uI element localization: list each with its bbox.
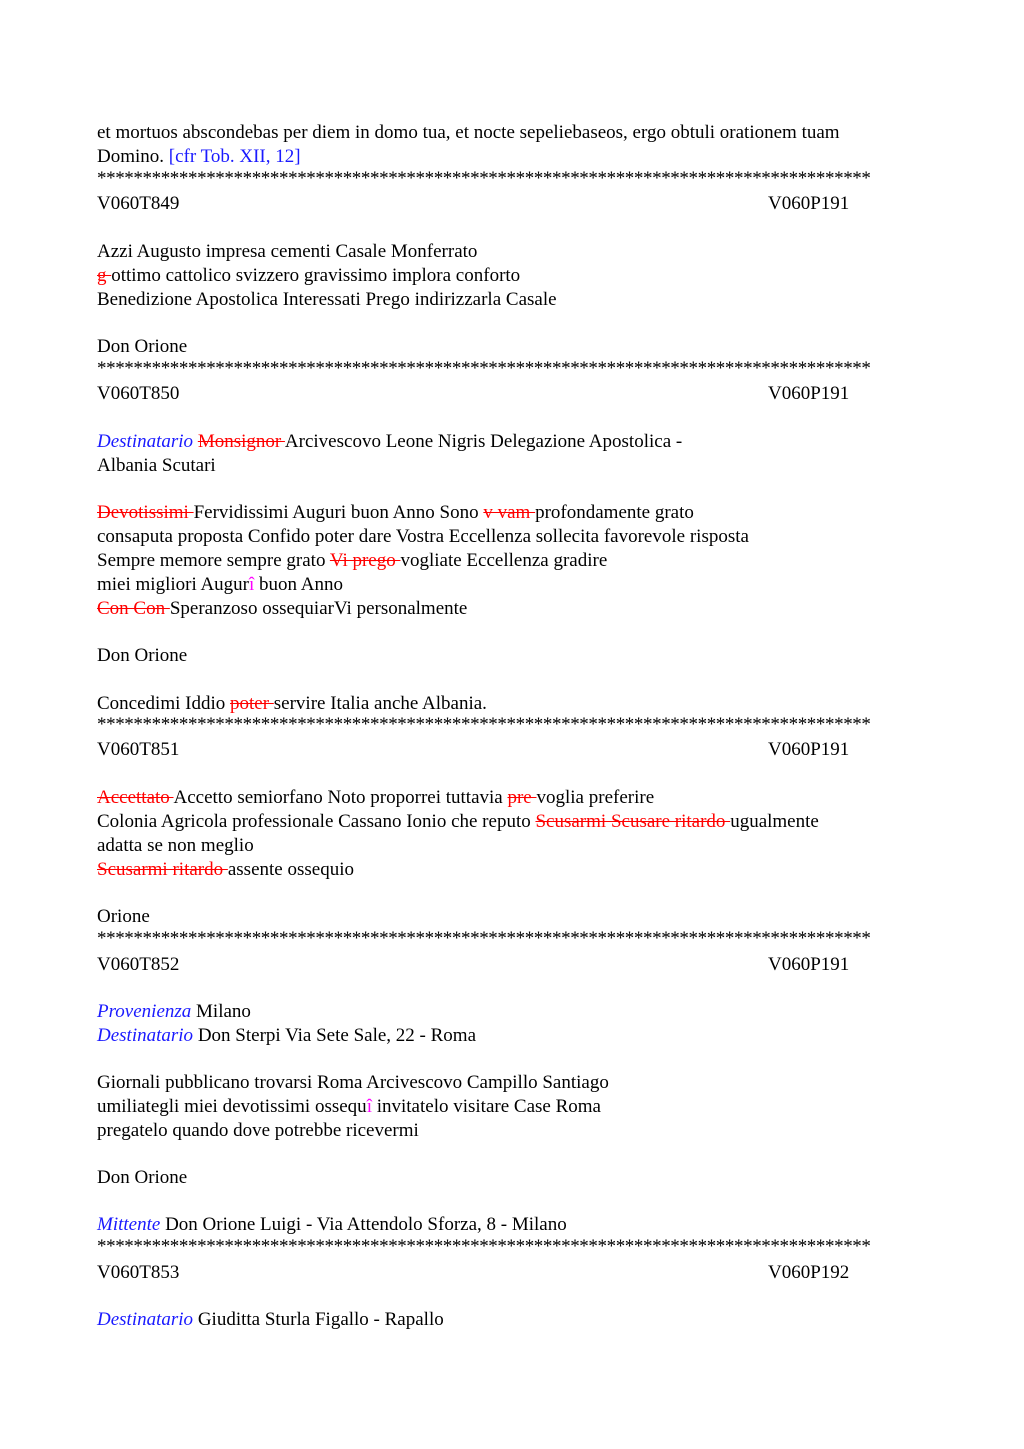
signature: Don Orione — [97, 645, 188, 666]
t850-body-2: consaputa proposta Confido poter dare Vostra Eccellenza sollecita favorevole risposta — [97, 526, 749, 547]
body-text: miei migliori Augur — [97, 574, 249, 595]
body-text: invitatelo visitare Case Roma — [371, 1096, 601, 1117]
body-text: ugualmente — [730, 811, 819, 832]
body-text: servire Italia anche Albania. — [273, 693, 487, 714]
t850-body-1 — [97, 501, 694, 525]
body-text: profondamente grato — [535, 502, 694, 523]
t852-body-3: pregatelo quando dove potrebbe ricevermi — [97, 1120, 419, 1141]
deletion: Accettato — [97, 787, 174, 808]
page-reference: V060P191 — [768, 193, 850, 214]
deletion: Scusarmi ritardo — [97, 859, 228, 880]
separator: ************************************************************************************* — [97, 358, 871, 379]
intro-line-2 — [97, 145, 301, 169]
t851-line-3: adatta se non meglio — [97, 835, 254, 856]
separator: ************************************************************************************* — [97, 168, 871, 189]
deletion: Vi prego — [329, 550, 401, 571]
body-text: Speranzoso ossequiarVi personalmente — [169, 598, 468, 619]
deletion: v vam — [483, 502, 536, 523]
body-text: vogliate Eccellenza gradire — [400, 550, 608, 571]
origin-text: Milano — [191, 1001, 251, 1022]
t850-recipient — [97, 430, 682, 454]
t849-line-2 — [97, 264, 520, 288]
body-text: Colonia Agricola professionale Cassano Ionio che reputo — [97, 811, 536, 832]
page-reference: V060P191 — [768, 383, 850, 404]
recipient-text: Don Sterpi Via Sete Sale, 22 - Roma — [193, 1025, 477, 1046]
body-text: umiliategli miei devotissimi ossequ — [97, 1096, 367, 1117]
deletion: poter — [229, 693, 274, 714]
sender-label: Mittente — [97, 1214, 161, 1235]
circumflex-mark: î — [249, 574, 255, 595]
body-text: voglia preferire — [536, 787, 655, 808]
t850-body-3 — [97, 549, 607, 573]
telegram-code: V060T849 — [97, 193, 180, 214]
separator: ************************************************************************************* — [97, 928, 871, 949]
deletion: g — [97, 265, 112, 286]
recipient-text: Giuditta Sturla Figallo - Rapallo — [193, 1309, 444, 1330]
body-text: Fervidissimi Auguri buon Anno Sono — [193, 502, 484, 523]
t850-body-5 — [97, 597, 467, 621]
recipient-text: Arcivescovo Leone Nigris Delegazione Apostolica - — [284, 431, 683, 452]
t851-line-2 — [97, 810, 819, 834]
deletion: pre — [507, 787, 537, 808]
telegram-code: V060T852 — [97, 954, 180, 975]
page-reference: V060P192 — [768, 1262, 850, 1283]
body-text: Sempre memore sempre grato — [97, 550, 330, 571]
origin-label: Provenienza — [97, 1001, 192, 1022]
recipient-label: Destinatario — [97, 431, 194, 452]
page-reference: V060P191 — [768, 739, 850, 760]
t849-line-2-text: ottimo cattolico svizzero gravissimo implora conforto — [111, 265, 521, 286]
separator: ************************************************************************************* — [97, 714, 871, 735]
deletion: Monsignor — [197, 431, 285, 452]
t853-recipient — [97, 1308, 444, 1332]
sender-text: Don Orione Luigi - Via Attendolo Sforza, 8 - Milano — [160, 1214, 567, 1235]
intro-line-2-text: Domino. — [97, 146, 169, 167]
page-reference: V060P191 — [768, 954, 850, 975]
t850-postscript — [97, 692, 487, 716]
body-text: buon Anno — [254, 574, 343, 595]
t852-body-1: Giornali pubblicano trovarsi Roma Arcivescovo Campillo Santiago — [97, 1072, 609, 1093]
t850-body-4 — [97, 573, 343, 597]
body-text: Concedimi Iddio — [97, 693, 230, 714]
t850-recipient-2: Albania Scutari — [97, 455, 216, 476]
body-text: Accetto semiorfano Noto proporrei tuttavia — [173, 787, 508, 808]
deletion: Scusarmi Scusare ritardo — [535, 811, 731, 832]
separator: ************************************************************************************* — [97, 1236, 871, 1257]
t851-line-1 — [97, 786, 654, 810]
recipient-label: Destinatario — [97, 1025, 194, 1046]
t849-line-1: Azzi Augusto impresa cementi Casale Monferrato — [97, 241, 478, 262]
t852-origin — [97, 1000, 251, 1024]
deletion: Devotissimi — [97, 502, 194, 523]
signature: Don Orione — [97, 1167, 188, 1188]
bible-reference: [cfr Tob. XII, 12] — [168, 146, 301, 167]
t851-line-4 — [97, 858, 354, 882]
telegram-code: V060T850 — [97, 383, 180, 404]
recipient-label: Destinatario — [97, 1309, 194, 1330]
t852-sender — [97, 1213, 567, 1237]
t852-body-2 — [97, 1095, 601, 1119]
circumflex-mark: î — [366, 1096, 372, 1117]
body-text: assente ossequio — [227, 859, 354, 880]
telegram-code: V060T851 — [97, 739, 180, 760]
deletion: Con Con — [97, 598, 170, 619]
telegram-code: V060T853 — [97, 1262, 180, 1283]
signature: Don Orione — [97, 336, 188, 357]
t852-recipient — [97, 1024, 476, 1048]
t849-line-3: Benedizione Apostolica Interessati Prego indirizzarla Casale — [97, 289, 557, 310]
signature: Orione — [97, 906, 150, 927]
intro-line-1: et mortuos abscondebas per diem in domo tua, et nocte sepeliebaseos, ergo obtuli orationem tuam — [97, 122, 840, 143]
